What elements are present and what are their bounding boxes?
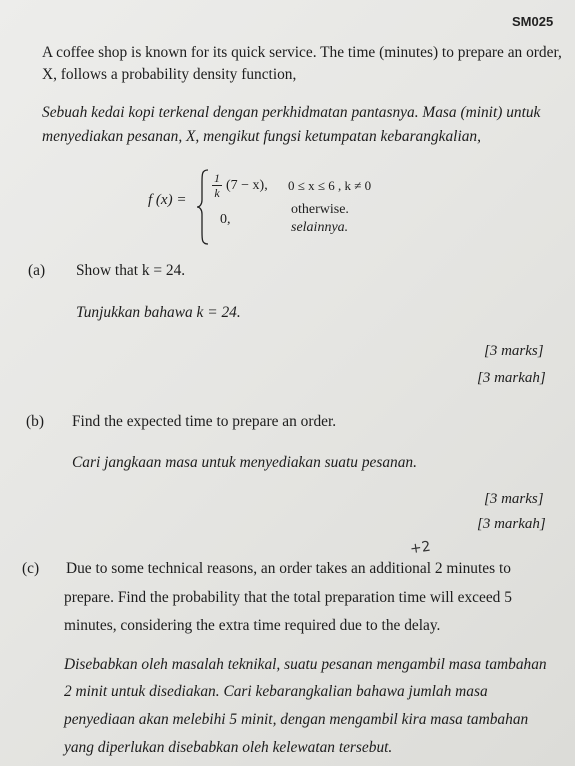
handwritten-note: +2 (408, 538, 432, 558)
part-a-marks-ms: [3 markah] (477, 370, 546, 386)
intro-en-line1: A coffee shop is known for its quick service. The time (minutes) to prepare an order, (42, 44, 562, 61)
fraction-denominator: k (214, 186, 220, 200)
part-c-en-line2: prepare. Find the probability that the total preparation time will exceed 5 (64, 589, 512, 606)
intro-ms-line2: menyediakan pesanan, X, mengikut fungsi ketumpatan kebarangkalian, (42, 128, 481, 145)
case2-condition-en: otherwise. (291, 202, 349, 217)
subject-code: SM025 (512, 14, 554, 29)
formula-lhs: f (x) = (148, 192, 187, 208)
part-b-label: (b) (26, 413, 44, 430)
case2-condition-ms: selainnya. (291, 220, 349, 235)
case1-condition: 0 ≤ x ≤ 6 , k ≠ 0 (288, 178, 372, 193)
formula-fraction (212, 172, 222, 199)
part-c-ms-line1: Disebabkan oleh masalah teknikal, suatu pesanan mengambil masa tambahan (64, 656, 547, 673)
part-b-marks-ms: [3 markah] (477, 516, 546, 532)
part-c-en-line3: minutes, considering the extra time required due to the delay. (64, 617, 441, 634)
left-brace-icon (196, 168, 210, 246)
part-b-marks-en: [3 marks] (484, 491, 544, 507)
pdf-formula (148, 166, 388, 246)
part-a-marks-en: [3 marks] (484, 343, 544, 359)
part-c-ms-line4: yang diperlukan disebabkan oleh kelewatan tersebut. (64, 739, 393, 756)
case2-value: 0, (220, 212, 231, 227)
part-a-label: (a) (28, 262, 46, 279)
part-a-ms: Tunjukkan bahawa k = 24. (76, 304, 241, 321)
part-b-en: Find the expected time to prepare an order. (72, 413, 337, 430)
part-c-en-line1: Due to some technical reasons, an order takes an additional 2 minutes to (66, 560, 511, 577)
part-c-ms-line2: 2 minit untuk disediakan. Cari kebarangkalian bahawa jumlah masa (64, 683, 488, 700)
part-a-en: Show that k = 24. (76, 262, 186, 279)
part-c-label: (c) (22, 560, 40, 577)
part-b-ms: Cari jangkaan masa untuk menyediakan suatu pesanan. (72, 454, 417, 471)
case1-expression: (7 − x), (226, 178, 268, 193)
fraction-numerator: 1 (214, 171, 220, 185)
intro-en-line2: X, follows a probability density function, (42, 66, 297, 83)
part-c-ms-line3: penyediaan akan melebihi 5 minit, dengan mengambil kira masa tambahan (64, 711, 529, 728)
intro-ms-line1: Sebuah kedai kopi terkenal dengan perkhidmatan pantasnya. Masa (minit) untuk (42, 104, 541, 121)
